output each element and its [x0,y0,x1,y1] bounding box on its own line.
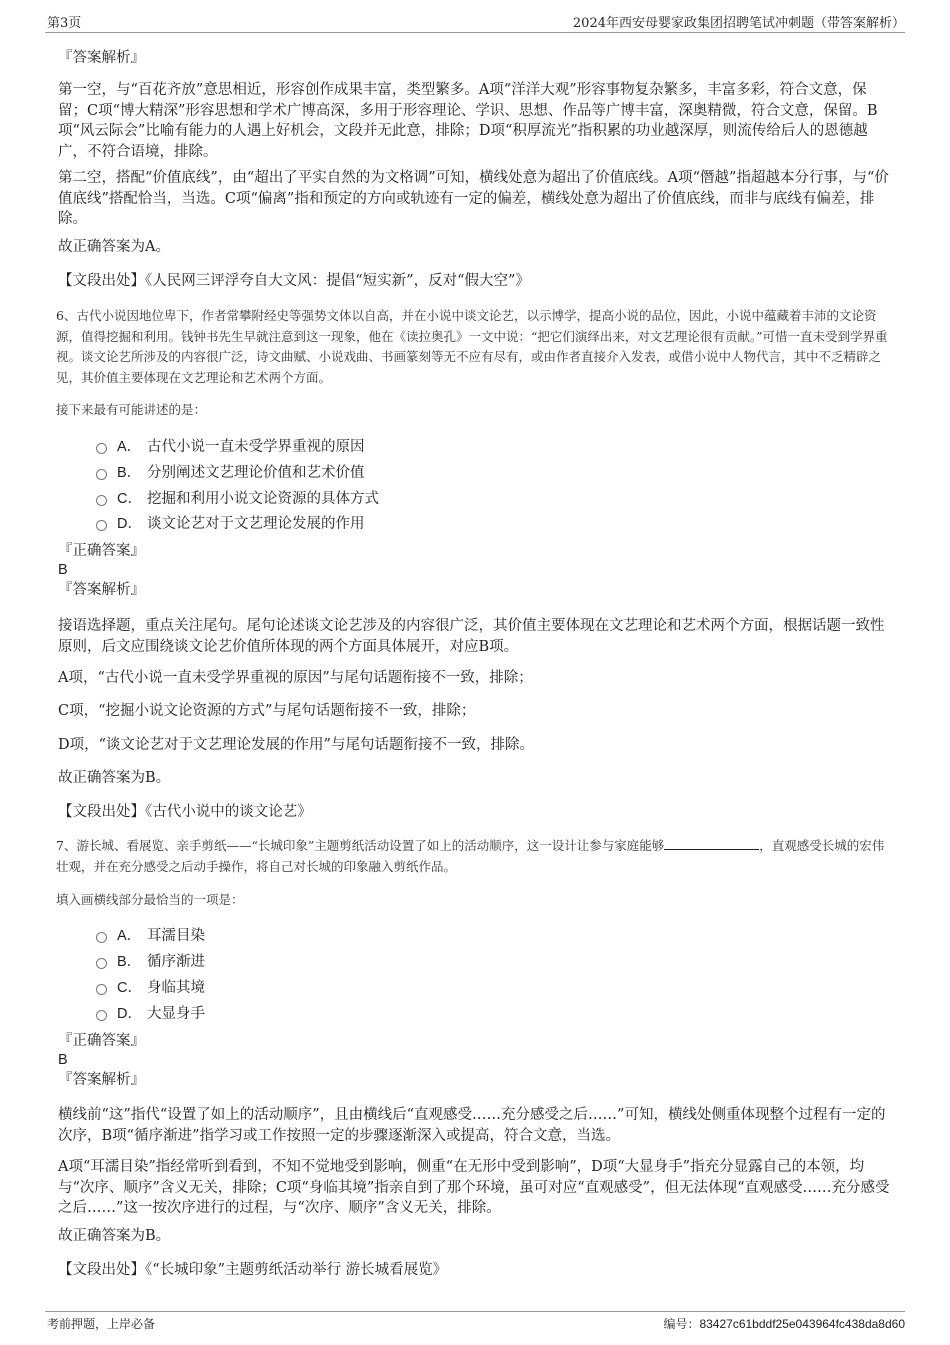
footer-slogan: 考前押题，上岸必备 [47,1317,156,1331]
option-text: 身临其境 [147,980,205,996]
question-stem-part: 7、游长城、看展览、亲手剪纸——“长城印象”主题剪纸活动设置了如上的活动顺序，这一设计让参与家庭能够 [56,838,665,853]
question-stem-part: ，直观感受长城的宏伟壮观，并在充分感受之后动手操作，将自己对长城的印象融入剪纸作品。 [56,838,885,874]
option-letter: C． [117,980,142,996]
question-stem [56,836,896,877]
correct-answer-label: 『正确答案』 [58,1033,145,1049]
option-letter: A． [117,928,142,944]
option-text: 挖掘和利用小说文论资源的具体方式 [147,491,379,507]
option-text: 分别阐述文艺理论价值和艺术价值 [147,465,365,481]
option-d[interactable] [96,514,365,534]
option-letter: B． [117,465,142,481]
correct-answer-label: 『正确答案』 [58,543,145,559]
option-text: 谈文论艺对于文艺理论发展的作用 [147,516,365,532]
answer-conclusion: 故正确答案为B。 [58,770,171,786]
option-letter: A． [117,439,142,455]
radio-button[interactable] [96,443,107,454]
option-letter: D． [117,1006,142,1022]
radio-button[interactable] [96,1010,107,1021]
option-text: 耳濡目染 [147,928,205,944]
option-c[interactable] [96,978,205,998]
analysis-paragraph: 第一空，与“百花齐放”意思相近，形容创作成果丰富，类型繁多。A项“洋洋大观”形容事物复杂繁多，丰富多彩，符合文意，保留；C项“博大精深”形容思想和学术广博高深，多用于形容理论、学识、思想、作品等广博丰富，深奥精微，符合文意，保留。B项“风云际会”比喻有能力的人遇上好机会，文段并无此意，排除；D项“积厚流光”指积累的功业越深厚，则流传给后人的恩德越广，不符合语境，排除。 [58,82,878,160]
question-stem: 6、古代小说因地位卑下，作者常攀附经史等强势文体以自高，并在小说中谈文论艺，以示博学，提高小说的品位，因此，小说中蕴藏着丰沛的文论资源，值得挖掘和利用。钱钟书先生早就注意到这一现象，他在《读拉奥孔》一文中说：“把它们演绎出来，对文艺理论很有贡献。”可惜一直未受到学界重视。谈文论艺所涉及的内容很广泛，诗文曲赋、小说戏曲、书画篆刻等无不应有尽有，或由作者直接介入发表，或借小说中人物代言，其中不乏精辟之见，其价值主要体现在文艺理论和艺术两个方面。 [56,308,888,385]
radio-button[interactable] [96,520,107,531]
answer-conclusion: 故正确答案为B。 [58,1228,171,1244]
analysis-paragraph: D项，“谈文论艺对于文艺理论发展的作用”与尾句话题衔接不一致，排除。 [58,737,534,753]
answer-conclusion: 故正确答案为A。 [58,239,170,255]
radio-button[interactable] [96,984,107,995]
analysis-paragraph: A项，“古代小说一直未受学界重视的原因”与尾句话题衔接不一致，排除； [58,670,533,686]
header-divider [45,32,905,33]
correct-answer-value: B [58,562,68,578]
radio-button[interactable] [96,469,107,480]
radio-button[interactable] [96,958,107,969]
option-text: 古代小说一直未受学界重视的原因 [147,439,365,455]
footer-divider [45,1311,905,1312]
analysis-paragraph: 横线前“这”指代“设置了如上的活动顺序”，且由横线后“直观感受……充分感受之后……”可知，横线处侧重体现整个过程有一定的次序，B项“循序渐进”指学习或工作按照一定的步骤逐渐深入或提高，符合文意，当选。 [58,1107,886,1144]
question-prompt: 接下来最有可能讲述的是： [56,402,207,417]
option-c[interactable] [96,489,379,509]
option-text: 循序渐进 [147,954,205,970]
option-letter: B． [117,954,142,970]
option-b[interactable] [96,952,205,972]
analysis-paragraph: 接语选择题，重点关注尾句。尾句论述谈文论艺涉及的内容很广泛，其价值主要体现在文艺理论和艺术两个方面，根据话题一致性原则，后文应围绕谈文论艺价值所体现的两个方面具体展开，对应B项。 [58,618,885,655]
document-title: 2024年西安母婴家政集团招聘笔试冲刺题（带答案解析） [572,16,905,31]
correct-answer-value: B [58,1052,68,1068]
option-letter: D． [117,516,142,532]
analysis-label: 『答案解析』 [58,1072,145,1088]
page-number: 第3页 [47,16,82,31]
analysis-paragraph: 第二空，搭配“价值底线”，由“超出了平实自然的为文格调”可知，横线处意为超出了价值底线。A项“僭越”指超越本分行事，与“价值底线”搭配恰当，当选。C项“偏离”指和预定的方向或轨迹有一定的偏差，横线处意为超出了价值底线，而非与底线有偏差，排除。 [58,170,889,227]
option-letter: C． [117,491,142,507]
option-a[interactable] [96,437,365,457]
question-prompt: 填入画横线部分最恰当的一项是： [56,892,244,907]
analysis-paragraph: A项“耳濡目染”指经常听到看到，不知不觉地受到影响，侧重“在无形中受到影响”，D项“大显身手”指充分显露自己的本领，均与“次序、顺序”含义无关，排除；C项“身临其境”指亲自到了那个环境，虽可对应“直观感受”，但无法体现“直观感受……充分感受之后……”这一按次序进行的过程，与“次序、顺序”含义无关，排除。 [58,1159,890,1216]
option-b[interactable] [96,463,365,483]
document-code-label: 编号： [663,1317,700,1331]
source-citation: 【文段出处】《“长城印象”主题剪纸活动举行 游长城看展览》 [58,1262,448,1278]
option-a[interactable] [96,926,205,946]
analysis-label: 『答案解析』 [58,50,145,66]
radio-button[interactable] [96,495,107,506]
radio-button[interactable] [96,932,107,943]
fill-blank [664,837,759,850]
analysis-label: 『答案解析』 [58,582,145,598]
option-text: 大显身手 [147,1006,205,1022]
document-code [663,1315,905,1332]
document-code-value: 83427c61bddf25e043964fc438da8d60 [699,1317,905,1331]
source-citation: 【文段出处】《古代小说中的谈文论艺》 [58,804,312,820]
option-d[interactable] [96,1004,205,1024]
analysis-paragraph: C项，“挖掘小说文论资源的方式”与尾句话题衔接不一致，排除； [58,703,476,719]
source-citation: 【文段出处】《人民网三评浮夸自大文风：提倡“短实新”，反对“假大空”》 [58,273,530,289]
